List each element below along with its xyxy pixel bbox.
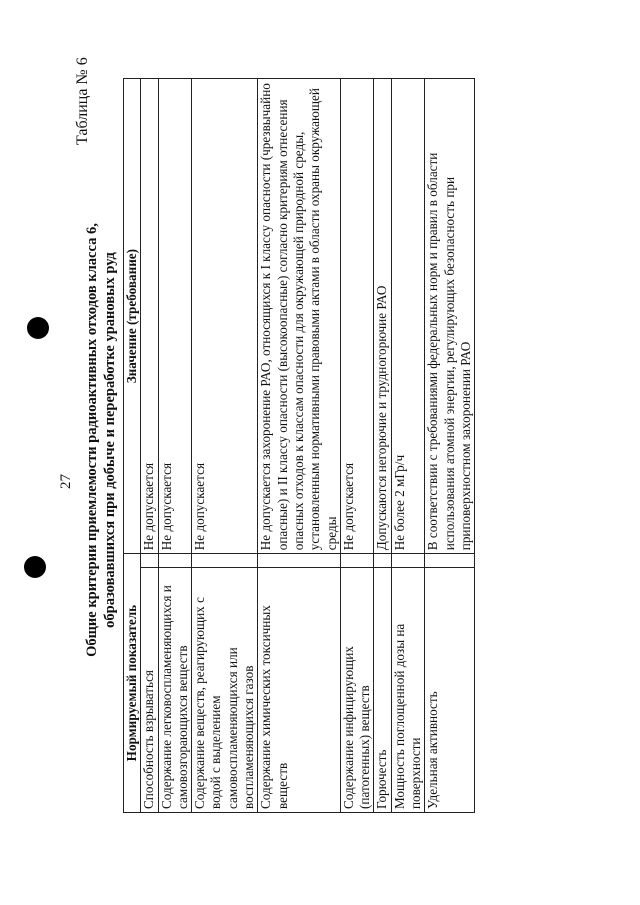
table-row	[340, 79, 374, 813]
row-value: Не допускается	[158, 79, 192, 554]
spacer-cell	[141, 554, 158, 568]
row-value: В соответствии с требованиями федеральных норм и правил в области использования атомной энергии, регулирующих безопасность при приповерхностном захоронении РАО	[425, 79, 475, 554]
row-indicator: Горючесть	[374, 568, 391, 813]
table-row	[192, 79, 258, 813]
row-value: Допускаются негорючие и трудногорючие РАО	[374, 79, 391, 554]
table-title	[83, 115, 119, 765]
table-row	[141, 79, 158, 813]
row-indicator: Мощность поглощенной дозы на поверхности	[391, 568, 425, 813]
row-value: Не допускается	[340, 79, 374, 554]
table-row	[258, 79, 340, 813]
row-value: Не допускается	[141, 79, 158, 554]
row-value: Не допускается захоронение РАО, относящихся к I классу опасности (чрезвычайно опасные) и II классу опасности (высокоопасные) согласно критериям отнесения опасных отходов к классам опасности для окружающей природной среды, установленным нормативными правовыми актами в области охраны окружающей среды	[258, 79, 340, 554]
table-row	[391, 79, 425, 813]
table-label: Таблица № 6	[74, 57, 91, 145]
row-value: Не допускается	[192, 79, 258, 554]
spacer-cell	[374, 554, 391, 568]
spacer-cell	[425, 554, 475, 568]
spacer-cell	[340, 554, 374, 568]
row-indicator: Содержание инфицирующих (патогенных) веществ	[340, 568, 374, 813]
criteria-table	[123, 78, 475, 813]
header-value: Значение (требование)	[124, 79, 141, 554]
table-row	[158, 79, 192, 813]
row-indicator: Содержание химических токсичных веществ	[258, 568, 340, 813]
spacer-cell	[192, 554, 258, 568]
table-row	[374, 79, 391, 813]
spacer-cell	[158, 554, 192, 568]
row-value: Не более 2 мГр/ч	[391, 79, 425, 554]
row-indicator: Содержание легковоспламеняющихся и самовозгорающихся веществ	[158, 568, 192, 813]
page-number: 27	[58, 474, 74, 489]
spacer-cell	[391, 554, 425, 568]
header-indicator: Нормируемый показатель	[124, 554, 141, 813]
spacer-cell	[258, 554, 340, 568]
row-indicator: Способность взрываться	[141, 568, 158, 813]
row-indicator: Удельная активность	[425, 568, 475, 813]
title-line-2: образовавшихся при добыче и переработке урановых руд	[102, 252, 118, 628]
table-header-row	[124, 79, 141, 813]
table-row	[425, 79, 475, 813]
title-line-1: Общие критерии приемлемости радиоактивных отходов класса 6,	[84, 223, 100, 657]
row-indicator: Содержание веществ, реагирующих с водой с выделением самовоспламеняющихся или воспламеняющихся газов	[192, 568, 258, 813]
